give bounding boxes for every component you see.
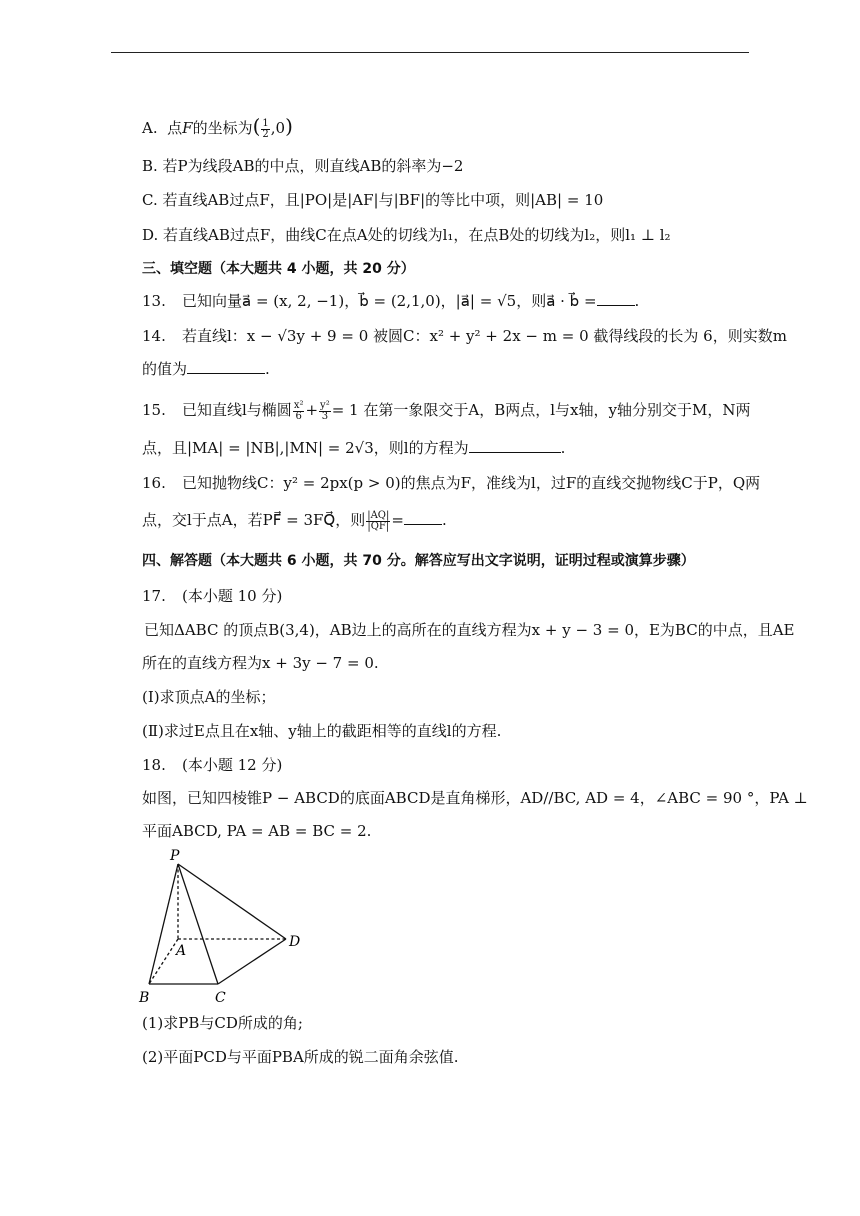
edge-AB (149, 939, 178, 984)
edge-PB (149, 864, 178, 984)
pyramid-figure (136, 846, 316, 1010)
question-18-header: 18. (本小题 12 分) (142, 756, 283, 774)
question-17-line2: 所在的直线方程为x + 3y − 7 = 0. (142, 654, 379, 672)
label-B: B (139, 990, 150, 1006)
question-17-part1: (Ⅰ)求顶点A的坐标； (142, 688, 276, 706)
question-18-part1: (1)求PB与CD所成的角; (142, 1014, 303, 1032)
section-title-fill-blank: 三、填空题（本大题共 4 小题，共 20 分） (142, 261, 415, 277)
option-b: B. 若P为线段AB的中点，则直线AB的斜率为−2 (142, 157, 464, 175)
label-A: A (176, 943, 187, 959)
edge-PD (178, 864, 286, 939)
option-a: A. 点F的坐标为( $\frac{1}{2}$ ,0) (142, 114, 293, 140)
question-16-line1: 16. 已知抛物线C：y² = 2px(p > 0)的焦点为F，准线为l，过F的直线交抛物线C于P，Q两 (142, 474, 761, 492)
edge-CD (218, 939, 286, 984)
label-D: D (289, 934, 301, 950)
question-17-header: 17. (本小题 10 分) (142, 587, 283, 605)
question-18-line2: 平面ABCD, PA = AB = BC = 2. (142, 822, 372, 840)
question-17-line1: 已知ΔABC 的顶点B(3,4)，AB边上的高所在的直线方程为x + y − 3 = 0，E为BC的中点，且AE (144, 621, 795, 639)
label-P: P (170, 848, 180, 864)
question-15-line2: 点，且|MA| = |NB|,|MN| = 2√3，则l的方程为 . (142, 439, 566, 457)
question-15-line1: 15. 已知直线l与椭圆 $\frac{\text{x²}}{6}$ + $\frac{\text{y²}}{3}$ = 1 在第一象限交于A，B两点，l与x轴，y轴分别交于M，N两 (142, 399, 751, 422)
question-16-line2: 点，交l于点A，若PF⃗ = 3FQ⃗，则 $\frac{|AQ|}{|QF|}$ = . (142, 509, 447, 532)
question-13: 13. 已知向量a⃗ = (x, 2, −1)，b⃗ = (2,1,0)，|a⃗| = √5，则a⃗ · b⃗ = . (142, 292, 640, 310)
question-14-line2: 的值为 . (142, 360, 270, 378)
section-title-solutions: 四、解答题（本大题共 6 小题，共 70 分。解答应写出文字说明，证明过程或演算步骤） (142, 553, 695, 569)
header-rule (111, 52, 749, 53)
question-14-line1: 14. 若直线l：x − √3y + 9 = 0 被圆C：x² + y² + 2x − m = 0 截得线段的长为 6，则实数m (142, 327, 787, 345)
question-18-part2: (2)平面PCD与平面PBA所成的锐二面角余弦值. (142, 1048, 459, 1066)
option-d: D. 若直线AB过点F，曲线C在点A处的切线为l₁，在点B处的切线为l₂，则l₁ ⊥ l₂ (142, 226, 671, 244)
question-17-part2: (Ⅱ)求过E点且在x轴、y轴上的截距相等的直线l的方程. (142, 722, 502, 740)
edge-PC (178, 864, 218, 984)
option-c: C. 若直线AB过点F，且|PO|是|AF|与|BF|的等比中项，则|AB| = 10 (142, 191, 604, 209)
question-18-line1: 如图，已知四棱锥P − ABCD的底面ABCD是直角梯形，AD//BC, AD = 4，∠ABC = 90 °，PA ⊥ (142, 789, 808, 807)
label-C: C (215, 990, 226, 1006)
